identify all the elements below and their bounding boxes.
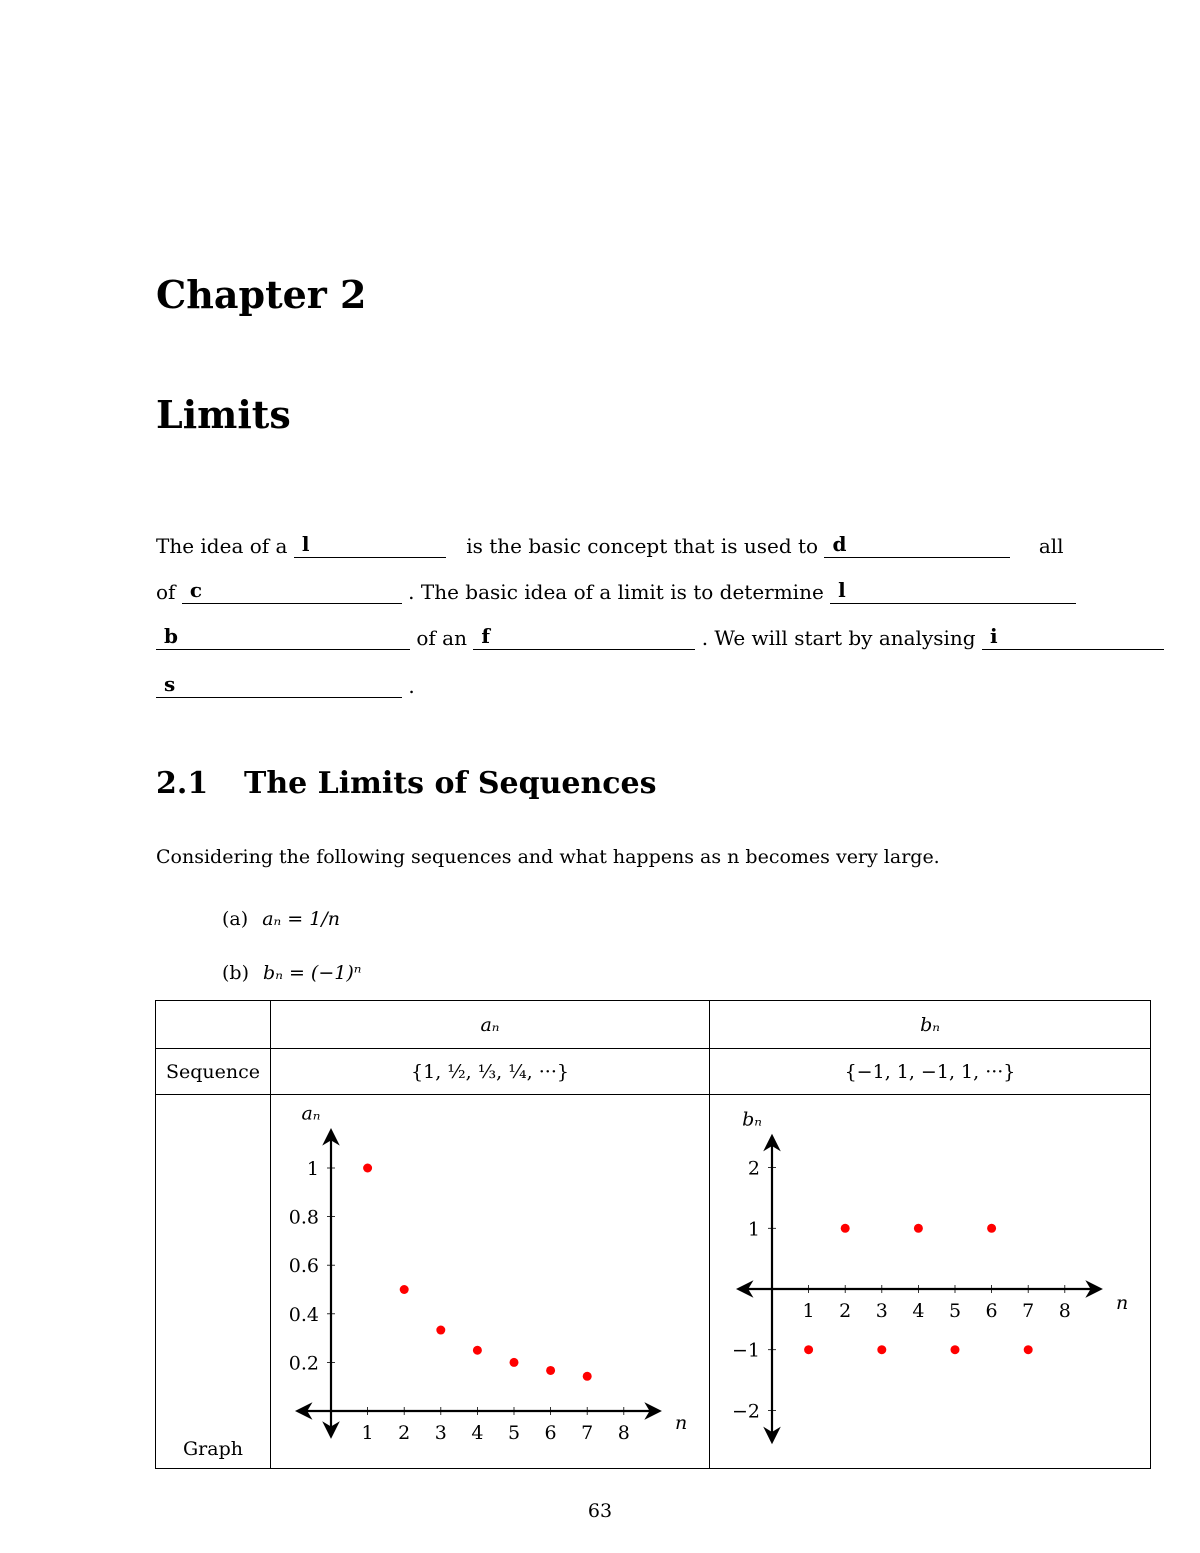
data-point	[877, 1345, 886, 1354]
intro-text: all	[1038, 534, 1064, 558]
y-tick-label: −2	[731, 1400, 760, 1423]
x-tick-label: 1	[802, 1300, 815, 1322]
item-label: (a)	[222, 908, 249, 930]
y-tick-label: 1	[306, 1158, 319, 1180]
fill-blank: l	[830, 578, 1076, 604]
x-tick-label: 8	[617, 1422, 630, 1444]
fill-blank: l	[294, 532, 446, 558]
x-tick-label: 4	[912, 1300, 925, 1322]
chapter-title: Limits	[156, 392, 291, 437]
x-tick-label: 7	[1022, 1300, 1035, 1322]
x-tick-label: 6	[544, 1422, 557, 1444]
data-point	[473, 1346, 482, 1355]
y-tick-label: 0.6	[288, 1255, 319, 1278]
intro-text: is the basic concept that is used to	[466, 534, 819, 558]
chart-a-plot	[271, 1095, 709, 1463]
x-axis-label: n	[675, 1412, 688, 1434]
x-tick-label: 5	[507, 1422, 521, 1444]
y-tick-label: 0.4	[288, 1303, 319, 1326]
intro-text: .	[408, 674, 415, 698]
sequence-table	[155, 1000, 1151, 1469]
x-axis-label: n	[1116, 1292, 1129, 1314]
y-tick-label: 0.8	[288, 1206, 319, 1229]
section-title: The Limits of Sequences	[244, 766, 657, 801]
fill-blank: b	[156, 624, 410, 650]
data-point	[1024, 1345, 1033, 1354]
x-tick-label: 8	[1058, 1300, 1071, 1322]
y-tick-label: 1	[747, 1218, 760, 1241]
x-tick-label: 4	[471, 1422, 484, 1444]
intro-line-2	[156, 578, 1076, 608]
sequence-a: {1, ½, ⅓, ¼, ···}	[271, 1049, 710, 1095]
intro-text: The idea of a	[156, 534, 288, 558]
y-tick-label: 0.2	[288, 1352, 319, 1375]
data-point	[510, 1358, 519, 1367]
data-point	[400, 1285, 409, 1294]
header-a: aₙ	[480, 1013, 500, 1036]
row-label-graph: Graph	[156, 1095, 271, 1469]
table-corner-cell	[156, 1001, 271, 1049]
fill-blank: d	[824, 532, 1010, 558]
y-tick-label: 2	[747, 1157, 760, 1180]
data-point	[436, 1326, 445, 1335]
y-axis-label: aₙ	[301, 1102, 321, 1125]
considering-text: Considering the following sequences and what happens as n becomes very large.	[156, 846, 940, 868]
graph-b-cell	[710, 1095, 1151, 1469]
graph-a-cell	[271, 1095, 710, 1469]
fill-blank: s	[156, 672, 402, 698]
data-point	[987, 1224, 996, 1233]
chapter-label: Chapter 2	[156, 272, 367, 317]
section-heading	[156, 766, 657, 801]
data-point	[841, 1224, 850, 1233]
data-point	[914, 1224, 923, 1233]
data-point	[363, 1164, 372, 1173]
fill-blank: i	[982, 624, 1164, 650]
fill-blank: f	[473, 624, 695, 650]
list-item-b	[222, 962, 361, 984]
data-point	[951, 1345, 960, 1354]
table-header-cell	[271, 1001, 710, 1049]
fill-blank: c	[182, 578, 402, 604]
intro-text: of	[156, 580, 176, 604]
section-number: 2.1	[156, 766, 209, 801]
intro-line-3	[156, 624, 1164, 654]
page-number: 63	[587, 1500, 613, 1522]
intro-line-4	[156, 672, 415, 702]
intro-text: of an	[416, 626, 467, 650]
x-tick-label: 5	[948, 1300, 962, 1322]
data-point	[804, 1345, 813, 1354]
data-point	[546, 1366, 555, 1375]
item-formula: bₙ = (−1)ⁿ	[263, 962, 362, 984]
sequence-b: {−1, 1, −1, 1, ···}	[710, 1049, 1151, 1095]
table-header-cell	[710, 1001, 1151, 1049]
x-tick-label: 7	[581, 1422, 594, 1444]
x-tick-label: 2	[839, 1300, 852, 1322]
header-b: bₙ	[920, 1013, 940, 1036]
y-tick-label: −1	[731, 1339, 760, 1362]
y-axis-label: bₙ	[742, 1108, 762, 1131]
data-point	[583, 1372, 592, 1381]
intro-line-1	[156, 532, 1064, 562]
chart-b-plot	[710, 1095, 1150, 1463]
item-formula: aₙ = 1/n	[262, 908, 340, 930]
intro-text: . We will start by analysing	[701, 626, 976, 650]
item-label: (b)	[222, 962, 249, 984]
x-tick-label: 3	[875, 1300, 888, 1322]
x-tick-label: 1	[361, 1422, 374, 1444]
x-tick-label: 2	[398, 1422, 411, 1444]
list-item-a	[222, 908, 340, 930]
intro-text: . The basic idea of a limit is to determine	[408, 580, 824, 604]
row-label-sequence: Sequence	[156, 1049, 271, 1095]
x-tick-label: 3	[434, 1422, 447, 1444]
x-tick-label: 6	[985, 1300, 998, 1322]
